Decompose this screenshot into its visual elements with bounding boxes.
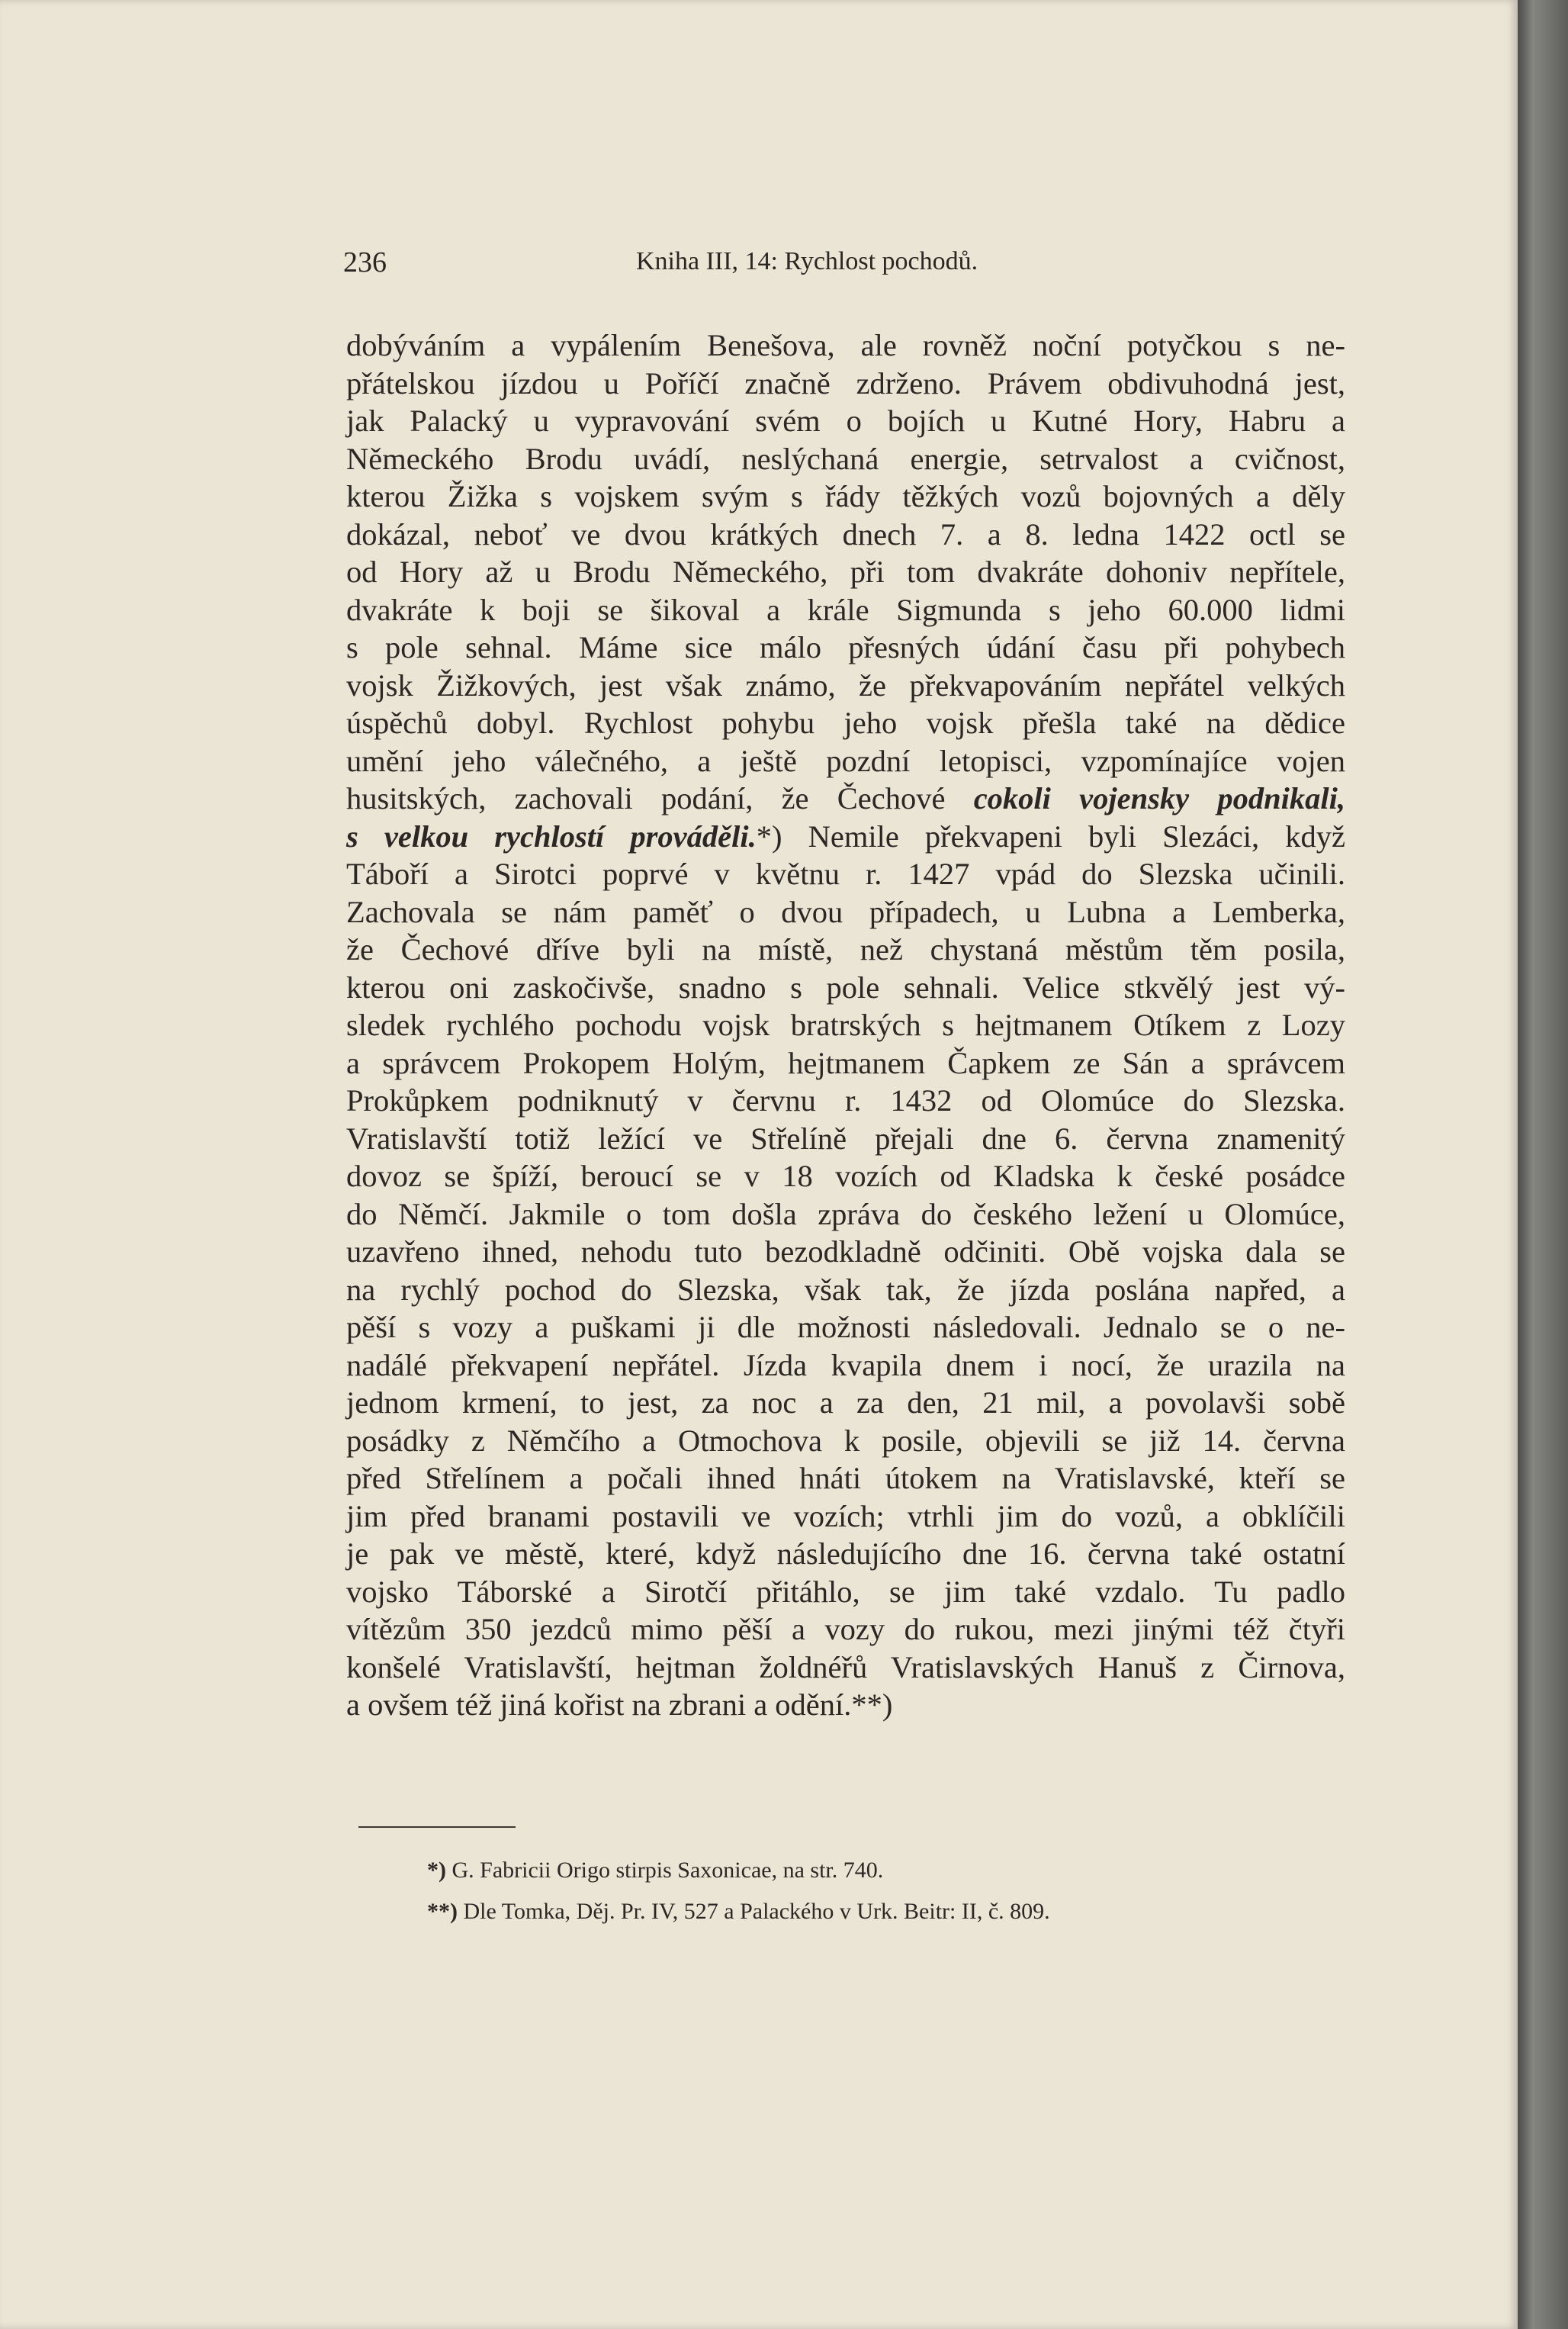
text-line: dokázal, neboť ve dvou krátkých dnech 7. a 8. ledna 1422 octl se [346, 516, 1345, 552]
text-line: posádky z Němčího a Otmochova k posile, objevili se již 14. června [346, 1423, 1345, 1458]
text-line: uzavřeno ihned, nehodu tuto bezodkladně odčiniti. Obě vojska dala se [346, 1234, 1345, 1269]
text-line: dvakráte k boji se šikoval a krále Sigmunda s jeho 60.000 lidmi [346, 592, 1345, 627]
footnote-text: Dle Tomka, Děj. Pr. IV, 527 a Palackého v Urk. Beitr: II, č. 809. [463, 1899, 1050, 1924]
text-line: jak Palacký u vypravování svém o bojích u Kutné Hory, Habru a [346, 404, 1345, 438]
footnote [427, 1850, 1050, 1891]
text-line: do Němčí. Jakmile o tom došla zpráva do českého ležení u Olomúce, [346, 1196, 1345, 1231]
text-line: Prokůpkem podniknutý v červnu r. 1432 od Olomúce do Slezska. [346, 1083, 1345, 1118]
text-line: kterou Žižka s vojskem svým s řády těžkých vozů bojovných a děly [346, 479, 1345, 513]
running-title: Kniha III, 14: Rychlost pochodů. [636, 247, 978, 275]
text-line: s pole sehnal. Máme sice málo přesných údání času při pohybech [346, 630, 1345, 664]
text-line: úspěchů dobyl. Rychlost pohybu jeho vojsk přešla také na dědice [346, 706, 1345, 740]
text-line: Německého Brodu uvádí, neslýchaná energie, setrvalost a cvičnost, [346, 441, 1345, 476]
italic-quote: cokoli vojensky podnikali, [973, 781, 1345, 815]
text-line [346, 818, 1345, 856]
text-line: vítězům 350 jezdců mimo pěší a vozy do rukou, mezi jinými též čtyři [346, 1612, 1345, 1646]
footnote-divider [358, 1826, 516, 1828]
text-line [346, 1686, 1345, 1724]
text-line: před Střelínem a počali ihned hnáti útokem na Vratislavské, kteří se [346, 1461, 1345, 1495]
text-line: konšelé Vratislavští, hejtman žoldnéřů Vratislavských Hanuš z Čirnova, [346, 1649, 1345, 1684]
text-line: jednom krmení, to jest, za noc a za den, 21 mil, a povolavši sobě [346, 1385, 1345, 1420]
text-line [346, 780, 1345, 818]
line-text: Nemile překvapeni byli Slezáci, když [782, 819, 1345, 854]
text-line: a správcem Prokopem Holým, hejtmanem Čapkem ze Sán a správcem [346, 1045, 1345, 1080]
line-text: husitských, zachovali podání, že Čechové [346, 781, 946, 815]
text-line: vojsk Žižkových, jest však známo, že překvapováním nepřátel velkých [346, 667, 1345, 703]
footnote-text: G. Fabricii Origo stirpis Saxonicae, na str. 740. [451, 1858, 884, 1883]
text-line: sledek rychlého pochodu vojsk bratrských s hejtmanem Otíkem z Lozy [346, 1008, 1345, 1042]
book-edge [1518, 0, 1568, 2329]
text-line: že Čechové dříve byli na místě, než chystaná městům těm posila, [346, 932, 1345, 967]
text-line: pěší s vozy a puškami ji dle možnosti následovali. Jednalo se o ne- [346, 1310, 1345, 1344]
text-line: je pak ve městě, které, když následujícího dne 16. června také ostatní [346, 1536, 1345, 1571]
text-line: dobýváním a vypálením Benešova, ale rovněž noční potyčkou s ne- [346, 328, 1345, 362]
body-text [346, 327, 1345, 1724]
text-line: kterou oni zaskočivše, snadno s pole sehnali. Velice stkvělý jest vý- [346, 970, 1345, 1005]
text-line: Táboří a Sirotci poprvé v květnu r. 1427 vpád do Slezska učinili. [346, 857, 1345, 891]
footnote-mark: *) [427, 1858, 446, 1883]
text-line: jim před branami postavili ve vozích; vtrhli jim do vozů, a obklíčili [346, 1498, 1345, 1533]
text-line: dovoz se špíží, beroucí se v 18 vozích od Kladska k české posádce [346, 1159, 1345, 1193]
text-line: Zachovala se nám paměť o dvou případech, u Lubna a Lemberka, [346, 894, 1345, 929]
footnote [427, 1891, 1050, 1932]
footnote-ref: **) [851, 1687, 893, 1722]
page-number: 236 [343, 246, 387, 278]
running-head [343, 246, 1052, 282]
text-line: Vratislavští totiž ležící ve Střelíně přejali dne 6. června znamenitý [346, 1121, 1345, 1156]
footnote-ref: *) [756, 819, 782, 854]
line-text: a ovšem též jiná kořist na zbrani a odění. [346, 1687, 852, 1722]
text-line: nadálé překvapení nepřátel. Jízda kvapila dnem i nocí, že urazila na [346, 1347, 1345, 1382]
text-line: na rychlý pochod do Slezska, však tak, že jízda poslána napřed, a [346, 1272, 1345, 1307]
text-line: přátelskou jízdou u Poříčí značně zdrženo. Právem obdivuhodná jest, [346, 365, 1345, 400]
footnote-mark: **) [427, 1899, 458, 1924]
text-line: vojsko Táborské a Sirotčí přitáhlo, se jim také vzdalo. Tu padlo [346, 1574, 1345, 1609]
footnotes [427, 1850, 1050, 1932]
text-line: umění jeho válečného, a ještě pozdní letopisci, vzpomínajíce vojen [346, 743, 1345, 778]
text-line: od Hory až u Brodu Německého, při tom dvakráte dohoniv nepřítele, [346, 555, 1345, 589]
italic-quote: s velkou rychlostí prováděli. [346, 819, 757, 854]
